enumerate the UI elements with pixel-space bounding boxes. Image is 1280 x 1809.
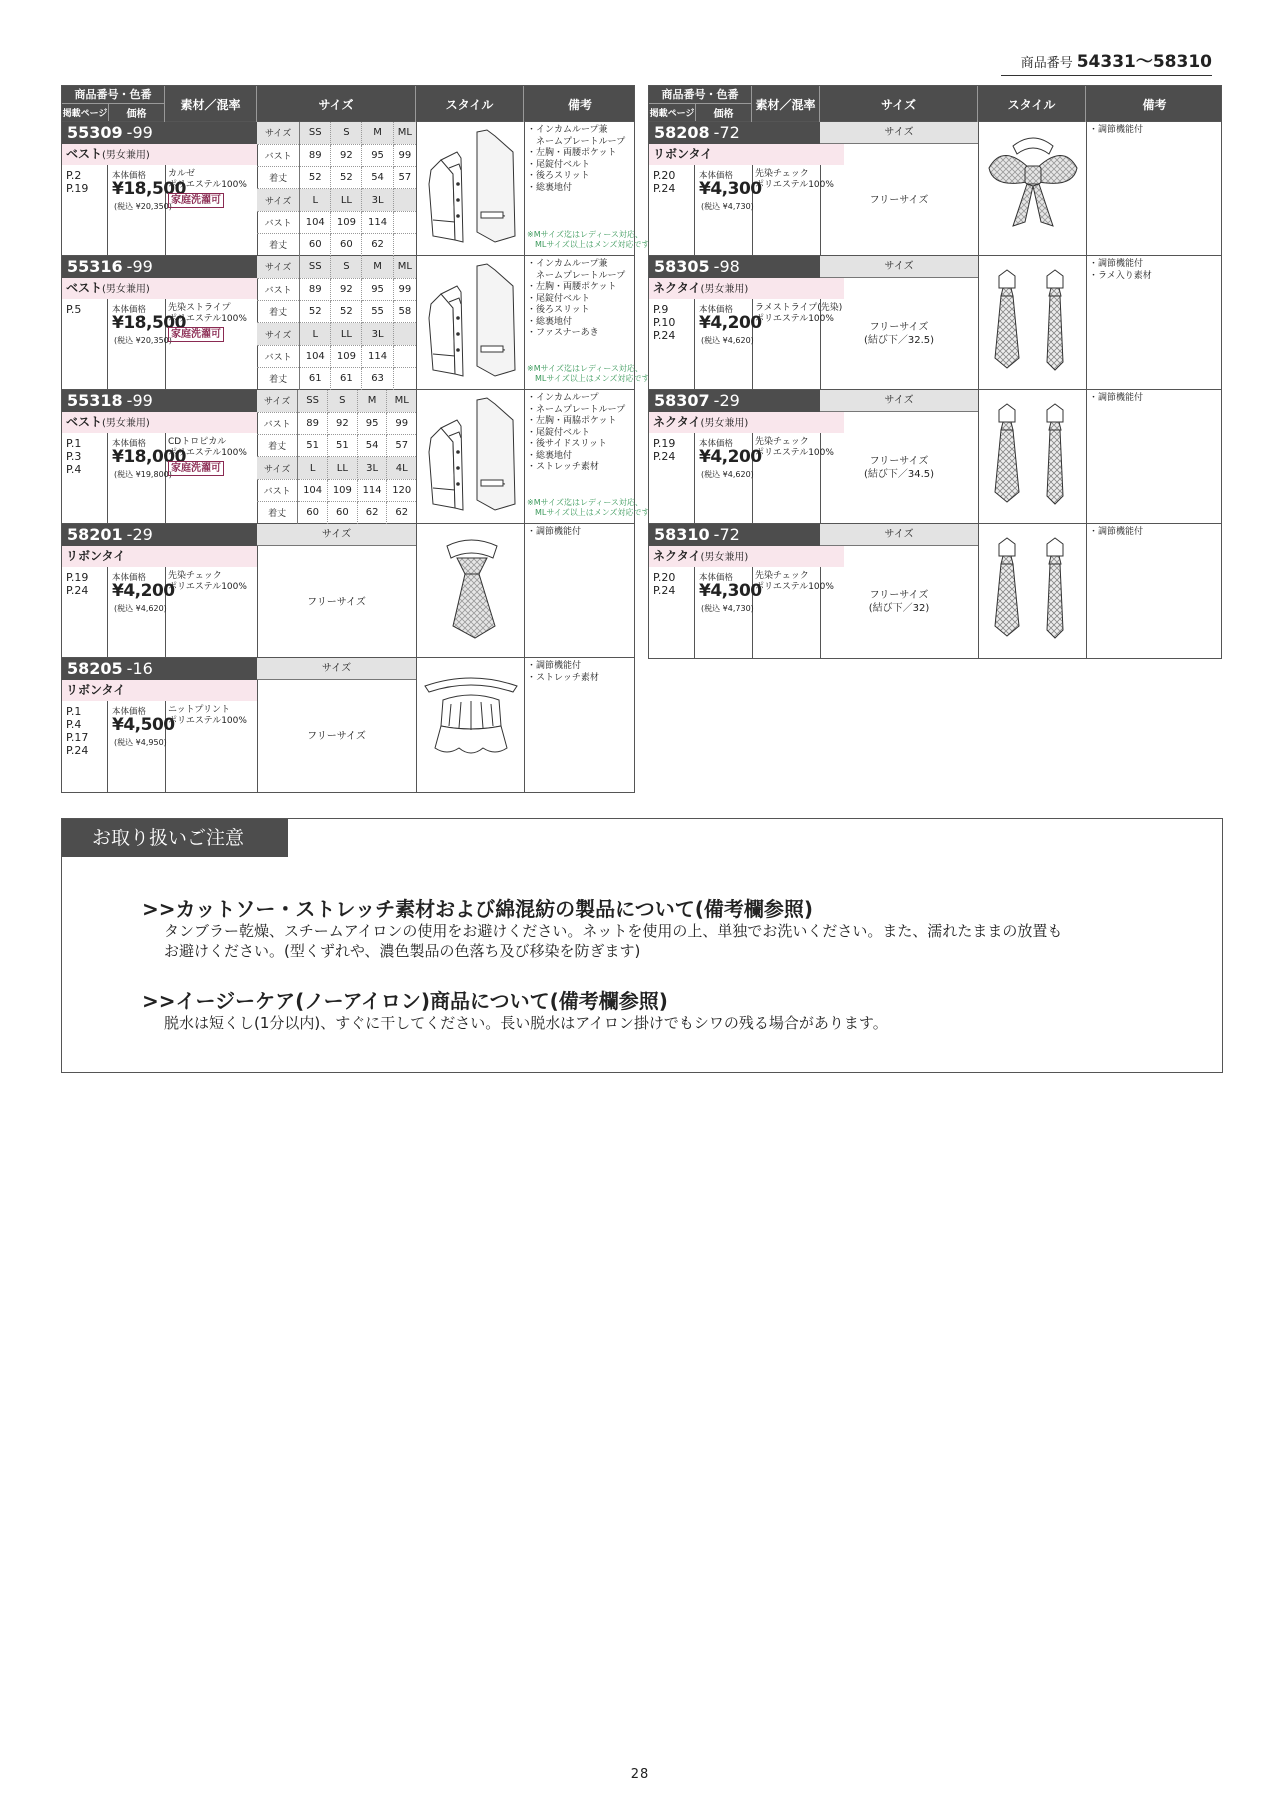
product-name: ネクタイ(男女兼用) xyxy=(649,412,844,433)
remarks: ・調節機能付 ・ストレッチ素材 xyxy=(527,661,599,683)
product-row-58205 xyxy=(62,658,634,792)
size-header: サイズ xyxy=(820,122,978,144)
catalog-pages: P.1 P.4 P.17 P.24 xyxy=(66,705,89,757)
style-illustration xyxy=(979,124,1087,254)
material: カルゼ ポリエステル100% 家庭洗濯可 xyxy=(168,169,247,206)
remarks: ・インカムループ ・ネームプレートループ ・左胸・両脇ポケット ・尾錠付ベルト ・後サイドスリット ・総裏地付 ・ストレッチ素材 xyxy=(527,393,626,472)
price-with-tax: (税込 ¥4,620) xyxy=(701,336,754,345)
product-name: ベスト(男女兼用) xyxy=(62,412,257,433)
price: ¥18,500 xyxy=(112,313,186,333)
style-illustration xyxy=(417,660,525,790)
material: ラメストライプ(先染) ポリエステル100% xyxy=(755,303,843,324)
price-with-tax: (税込 ¥20,350) xyxy=(114,336,172,345)
remarks: ・調節機能付 xyxy=(1089,393,1144,403)
product-row-55318 xyxy=(62,390,650,524)
price-with-tax: (税込 ¥19,800) xyxy=(114,470,172,479)
product-name: ベスト(男女兼用) xyxy=(62,144,257,165)
product-name: リボンタイ xyxy=(62,546,257,567)
right-product-table xyxy=(648,85,1222,659)
table-header: 商品番号・色番 掲載ページ 価格 素材／混率 サイズ スタイル 備考 xyxy=(649,86,1221,122)
price-label: 本体価格 xyxy=(112,707,147,717)
price-with-tax: (税込 ¥4,620) xyxy=(114,604,167,613)
catalog-pages: P.5 xyxy=(66,303,82,316)
product-code: 55316 -99 xyxy=(62,256,257,278)
product-row-58310 xyxy=(649,524,1221,658)
product-name: ベスト(男女兼用) xyxy=(62,278,257,299)
care-text-1b: お避けください。(型くずれや、濃色製品の色落ち及び移染を防ぎます) xyxy=(164,942,641,960)
remarks: ・インカムループ兼 ネームプレートループ ・左胸・両腰ポケット ・尾錠付ベルト ・後ろスリット ・総裏地付 ・ファスナーあき xyxy=(527,259,626,338)
product-code: 55309 -99 xyxy=(62,122,257,144)
size-header: サイズ xyxy=(257,524,416,546)
home-washable-badge: 家庭洗濯可 xyxy=(168,193,224,208)
style-illustration xyxy=(417,392,525,522)
product-code: 58305 -98 xyxy=(649,256,844,278)
size-header: サイズ xyxy=(820,256,978,278)
price-label: 本体価格 xyxy=(699,305,734,315)
home-washable-badge: 家庭洗濯可 xyxy=(168,327,224,342)
price-label: 本体価格 xyxy=(112,439,147,449)
care-heading-1: >>カットソー・ストレッチ素材および綿混紡の製品について(備考欄参照) xyxy=(142,897,813,921)
price: ¥4,300 xyxy=(699,179,762,199)
material: CDトロピカル ポリエステル100% 家庭洗濯可 xyxy=(168,437,247,474)
price: ¥4,200 xyxy=(112,581,175,601)
catalog-pages: P.2 P.19 xyxy=(66,169,89,195)
size-value: フリーサイズ xyxy=(307,730,366,742)
material: 先染チェック ポリエステル100% xyxy=(755,437,834,458)
page-number: 28 xyxy=(630,1767,650,1782)
product-name: ネクタイ(男女兼用) xyxy=(649,278,844,299)
care-notice xyxy=(61,818,1223,1073)
size-value: フリーサイズ xyxy=(869,194,929,206)
material: ニットプリント ポリエステル100% xyxy=(168,705,247,726)
product-code: 58310 -72 xyxy=(649,524,844,546)
product-row-58201 xyxy=(62,524,634,658)
product-code: 58205 -16 xyxy=(62,658,257,680)
product-row-58208 xyxy=(649,122,1221,256)
size-note: ※Mサイズ迄はレディース対応、 MLサイズ以上はメンズ対応です xyxy=(527,364,650,383)
care-text-2: 脱水は短くし(1分以内)、すぐに干してください。長い脱水はアイロン掛けでもシワの残る場合があります。 xyxy=(164,1014,888,1032)
table-header: 商品番号・色番 掲載ページ 価格 素材／混率 サイズ スタイル 備考 xyxy=(62,86,634,122)
size-table: サイズ SS S M ML バスト 89 92 95 99 着丈 52 52 54 57 サイズ L LL 3L バスト 104 109 114 着丈 60 60 62 xyxy=(257,122,416,256)
product-name: ネクタイ(男女兼用) xyxy=(649,546,844,567)
care-heading-2: >>イージーケア(ノーアイロン)商品について(備考欄参照) xyxy=(142,989,668,1013)
style-illustration xyxy=(417,258,525,388)
remarks: ・調節機能付 ・ラメ入り素材 xyxy=(1089,259,1152,281)
home-washable-badge: 家庭洗濯可 xyxy=(168,461,224,476)
product-code: 58307 -29 xyxy=(649,390,844,412)
material: 先染ストライプ ポリエステル100% 家庭洗濯可 xyxy=(168,303,247,340)
price-label: 本体価格 xyxy=(112,305,147,315)
care-notice-title: お取り扱いご注意 xyxy=(62,819,288,857)
price-label: 本体価格 xyxy=(112,573,147,583)
size-table: サイズ SS S M ML バスト 89 92 95 99 着丈 52 52 55 58 サイズ L LL 3L バスト 104 109 114 着丈 61 61 63 xyxy=(257,256,416,390)
size-value: フリーサイズ xyxy=(307,596,366,608)
size-header: サイズ xyxy=(820,524,978,546)
price: ¥18,500 xyxy=(112,179,186,199)
size-note: ※Mサイズ迄はレディース対応、 MLサイズ以上はメンズ対応です xyxy=(527,498,650,517)
left-product-table xyxy=(61,85,650,793)
price: ¥4,500 xyxy=(112,715,175,735)
size-value: フリーサイズ (結び下／32.5) xyxy=(863,322,935,346)
size-value: フリーサイズ (結び下／32) xyxy=(868,590,930,614)
size-header: サイズ xyxy=(257,658,416,680)
remarks: ・調節機能付 xyxy=(1089,125,1144,135)
price-with-tax: (税込 ¥4,620) xyxy=(701,470,754,479)
catalog-pages: P.20 P.24 xyxy=(653,169,676,195)
catalog-pages: P.1 P.3 P.4 xyxy=(66,437,82,476)
style-illustration xyxy=(979,258,1087,388)
product-code: 58208 -72 xyxy=(649,122,844,144)
price-with-tax: (税込 ¥4,730) xyxy=(701,604,754,613)
price: ¥4,300 xyxy=(699,581,762,601)
catalog-pages: P.19 P.24 xyxy=(66,571,89,597)
size-note: ※Mサイズ迄はレディース対応、 MLサイズ以上はメンズ対応です xyxy=(527,230,650,249)
price-with-tax: (税込 ¥4,950) xyxy=(114,738,167,747)
price-label: 本体価格 xyxy=(699,171,734,181)
product-row-58307 xyxy=(649,390,1221,524)
catalog-pages: P.20 P.24 xyxy=(653,571,676,597)
size-value: フリーサイズ (結び下／34.5) xyxy=(863,456,935,480)
product-name: リボンタイ xyxy=(62,680,257,701)
product-row-55316 xyxy=(62,256,650,390)
price-with-tax: (税込 ¥20,350) xyxy=(114,202,172,211)
price: ¥4,200 xyxy=(699,447,762,467)
material: 先染チェック ポリエステル100% xyxy=(755,571,834,592)
catalog-pages: P.19 P.24 xyxy=(653,437,676,463)
material: 先染チェック ポリエステル100% xyxy=(755,169,834,190)
remarks: ・インカムループ兼 ネームプレートループ ・左胸・両腰ポケット ・尾錠付ベルト ・後ろスリット ・総裏地付 xyxy=(527,125,626,193)
price-label: 本体価格 xyxy=(699,573,734,583)
price-with-tax: (税込 ¥4,730) xyxy=(701,202,754,211)
product-row-58305 xyxy=(649,256,1221,390)
remarks: ・調節機能付 xyxy=(527,527,582,537)
product-row-55309 xyxy=(62,122,650,256)
care-text-1a: タンブラー乾燥、スチームアイロンの使用をお避けください。ネットを使用の上、単独でお洗いください。また、濡れたままの放置も xyxy=(164,922,1063,940)
size-table: サイズ SS S M ML バスト 89 92 95 99 着丈 51 51 54 57 サイズ L LL 3L 4L バスト 104 109 114 120 着丈 60 60 62 62 xyxy=(257,390,416,524)
size-header: サイズ xyxy=(820,390,978,412)
style-illustration xyxy=(417,526,525,656)
product-code: 55318 -99 xyxy=(62,390,257,412)
price-label: 本体価格 xyxy=(112,171,147,181)
catalog-pages: P.9 P.10 P.24 xyxy=(653,303,676,342)
style-illustration xyxy=(979,392,1087,522)
price-label: 本体価格 xyxy=(699,439,734,449)
material: 先染チェック ポリエステル100% xyxy=(168,571,247,592)
price: ¥18,000 xyxy=(112,447,186,467)
product-name: リボンタイ xyxy=(649,144,844,165)
style-illustration xyxy=(979,526,1087,656)
price: ¥4,200 xyxy=(699,313,762,333)
style-illustration xyxy=(417,124,525,254)
remarks: ・調節機能付 xyxy=(1089,527,1144,537)
product-number-range: 商品番号 54331〜58310 xyxy=(1001,47,1212,76)
product-code: 58201 -29 xyxy=(62,524,257,546)
